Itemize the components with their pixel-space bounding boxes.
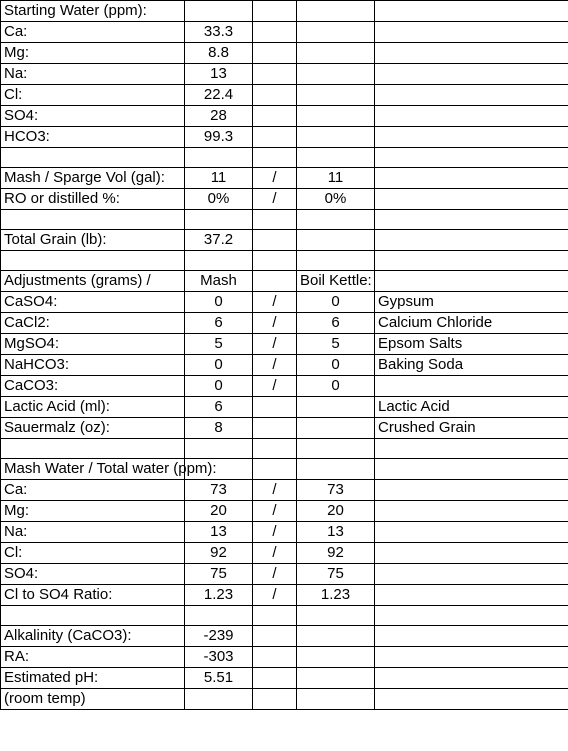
cell-mash[interactable]: 20 bbox=[185, 501, 253, 522]
cell-mash[interactable]: 0% bbox=[185, 189, 253, 210]
cell-separator[interactable]: / bbox=[253, 376, 297, 397]
cell-note[interactable] bbox=[375, 543, 568, 564]
cell-kettle[interactable]: 20 bbox=[297, 501, 375, 522]
table-row bbox=[1, 564, 568, 585]
cell-label[interactable]: HCO3: bbox=[1, 127, 185, 148]
cell-mash[interactable]: 6 bbox=[185, 397, 253, 418]
table-row bbox=[1, 292, 568, 313]
cell-kettle[interactable]: Boil Kettle: bbox=[297, 271, 375, 292]
cell-separator[interactable]: / bbox=[253, 168, 297, 189]
cell-label[interactable]: CaCl2: bbox=[1, 313, 185, 334]
cell-label[interactable] bbox=[1, 148, 185, 168]
cell-kettle[interactable]: 73 bbox=[297, 480, 375, 501]
cell-separator[interactable] bbox=[253, 271, 297, 292]
table-row bbox=[1, 148, 568, 168]
cell-mash[interactable]: 8 bbox=[185, 418, 253, 439]
cell-kettle[interactable] bbox=[297, 626, 375, 647]
cell-label[interactable] bbox=[1, 439, 185, 459]
cell-kettle[interactable] bbox=[297, 397, 375, 418]
cell-note[interactable] bbox=[375, 585, 568, 606]
cell-note[interactable] bbox=[375, 106, 568, 127]
cell-label[interactable]: RO or distilled %: bbox=[1, 189, 185, 210]
cell-separator[interactable]: / bbox=[253, 189, 297, 210]
cell-note[interactable] bbox=[375, 1, 568, 22]
cell-label[interactable]: Ca: bbox=[1, 480, 185, 501]
cell-separator[interactable] bbox=[253, 418, 297, 439]
cell-separator[interactable]: / bbox=[253, 585, 297, 606]
cell-separator[interactable]: / bbox=[253, 501, 297, 522]
table-row bbox=[1, 251, 568, 271]
cell-label[interactable]: Mash / Sparge Vol (gal): bbox=[1, 168, 185, 189]
cell-separator[interactable] bbox=[253, 251, 297, 271]
cell-note[interactable] bbox=[375, 668, 568, 689]
table-row bbox=[1, 22, 568, 43]
cell-note[interactable] bbox=[375, 271, 568, 292]
cell-label[interactable]: (room temp) bbox=[1, 689, 185, 710]
cell-kettle[interactable] bbox=[297, 689, 375, 710]
cell-mash[interactable] bbox=[185, 606, 253, 626]
cell-note[interactable] bbox=[375, 439, 568, 459]
table-row bbox=[1, 585, 568, 606]
table-row bbox=[1, 106, 568, 127]
cell-kettle[interactable] bbox=[297, 230, 375, 251]
cell-mash[interactable]: 11 bbox=[185, 168, 253, 189]
cell-note[interactable] bbox=[375, 251, 568, 271]
cell-separator[interactable] bbox=[253, 689, 297, 710]
cell-separator[interactable] bbox=[253, 397, 297, 418]
cell-kettle[interactable]: 1.23 bbox=[297, 585, 375, 606]
cell-kettle[interactable]: 0 bbox=[297, 292, 375, 313]
table-row bbox=[1, 85, 568, 106]
table-row bbox=[1, 606, 568, 626]
cell-note[interactable]: Crushed Grain bbox=[375, 418, 568, 439]
table-row bbox=[1, 501, 568, 522]
cell-label[interactable] bbox=[1, 606, 185, 626]
cell-label[interactable] bbox=[1, 210, 185, 230]
cell-label[interactable]: Total Grain (lb): bbox=[1, 230, 185, 251]
cell-note[interactable]: Epsom Salts bbox=[375, 334, 568, 355]
cell-kettle[interactable] bbox=[297, 43, 375, 64]
cell-kettle[interactable]: 0% bbox=[297, 189, 375, 210]
table-row bbox=[1, 418, 568, 439]
cell-note[interactable] bbox=[375, 501, 568, 522]
cell-kettle[interactable] bbox=[297, 668, 375, 689]
cell-label[interactable]: MgSO4: bbox=[1, 334, 185, 355]
cell-mash[interactable]: 92 bbox=[185, 543, 253, 564]
table-row bbox=[1, 230, 568, 251]
cell-mash[interactable]: 0 bbox=[185, 376, 253, 397]
table-row bbox=[1, 543, 568, 564]
cell-separator[interactable] bbox=[253, 439, 297, 459]
cell-separator[interactable] bbox=[253, 106, 297, 127]
cell-note[interactable] bbox=[375, 230, 568, 251]
cell-kettle[interactable] bbox=[297, 106, 375, 127]
cell-kettle[interactable] bbox=[297, 606, 375, 626]
sheet-body bbox=[1, 1, 568, 710]
cell-separator[interactable] bbox=[253, 230, 297, 251]
cell-label[interactable]: Cl: bbox=[1, 543, 185, 564]
cell-note[interactable] bbox=[375, 564, 568, 585]
cell-kettle[interactable]: 92 bbox=[297, 543, 375, 564]
cell-note[interactable] bbox=[375, 43, 568, 64]
table-row bbox=[1, 647, 568, 668]
cell-mash[interactable]: 8.8 bbox=[185, 43, 253, 64]
cell-mash[interactable]: 33.3 bbox=[185, 22, 253, 43]
cell-label[interactable]: Mg: bbox=[1, 43, 185, 64]
table-row bbox=[1, 43, 568, 64]
cell-separator[interactable] bbox=[253, 64, 297, 85]
cell-separator[interactable] bbox=[253, 210, 297, 230]
cell-separator[interactable] bbox=[253, 647, 297, 668]
table-row bbox=[1, 210, 568, 230]
cell-mash[interactable]: 37.2 bbox=[185, 230, 253, 251]
cell-mash[interactable] bbox=[185, 210, 253, 230]
cell-mash[interactable]: 13 bbox=[185, 522, 253, 543]
cell-mash[interactable] bbox=[185, 1, 253, 22]
cell-kettle[interactable] bbox=[297, 210, 375, 230]
cell-separator[interactable] bbox=[253, 127, 297, 148]
cell-mash[interactable]: 22.4 bbox=[185, 85, 253, 106]
cell-mash[interactable]: 1.23 bbox=[185, 585, 253, 606]
table-row bbox=[1, 480, 568, 501]
table-row bbox=[1, 355, 568, 376]
cell-label[interactable]: Na: bbox=[1, 64, 185, 85]
cell-mash[interactable]: 13 bbox=[185, 64, 253, 85]
cell-note[interactable] bbox=[375, 64, 568, 85]
cell-label[interactable]: Adjustments (grams) / bbox=[1, 271, 185, 292]
table-row bbox=[1, 1, 568, 22]
cell-label[interactable]: Sauermalz (oz): bbox=[1, 418, 185, 439]
cell-kettle[interactable] bbox=[297, 148, 375, 168]
table-row bbox=[1, 376, 568, 397]
cell-separator[interactable] bbox=[253, 626, 297, 647]
cell-mash[interactable] bbox=[185, 439, 253, 459]
cell-separator[interactable] bbox=[253, 459, 297, 480]
cell-kettle[interactable]: 11 bbox=[297, 168, 375, 189]
cell-kettle[interactable]: 5 bbox=[297, 334, 375, 355]
cell-note[interactable] bbox=[375, 376, 568, 397]
cell-label[interactable]: Cl to SO4 Ratio: bbox=[1, 585, 185, 606]
cell-kettle[interactable] bbox=[297, 459, 375, 480]
cell-kettle[interactable] bbox=[297, 251, 375, 271]
cell-label[interactable]: Cl: bbox=[1, 85, 185, 106]
cell-label[interactable]: Mg: bbox=[1, 501, 185, 522]
cell-kettle[interactable] bbox=[297, 85, 375, 106]
cell-separator[interactable] bbox=[253, 606, 297, 626]
cell-label[interactable]: SO4: bbox=[1, 106, 185, 127]
cell-label[interactable]: Mash Water / Total water (ppm): bbox=[1, 459, 185, 480]
table-row bbox=[1, 522, 568, 543]
cell-mash[interactable]: 28 bbox=[185, 106, 253, 127]
cell-mash[interactable]: -303 bbox=[185, 647, 253, 668]
cell-note[interactable]: Calcium Chloride bbox=[375, 313, 568, 334]
cell-note[interactable] bbox=[375, 522, 568, 543]
cell-label[interactable]: SO4: bbox=[1, 564, 185, 585]
cell-separator[interactable]: / bbox=[253, 522, 297, 543]
table-row bbox=[1, 439, 568, 459]
cell-kettle[interactable] bbox=[297, 1, 375, 22]
table-row bbox=[1, 668, 568, 689]
cell-mash[interactable] bbox=[185, 148, 253, 168]
cell-separator[interactable] bbox=[253, 668, 297, 689]
cell-mash[interactable]: 73 bbox=[185, 480, 253, 501]
cell-label[interactable]: Na: bbox=[1, 522, 185, 543]
cell-separator[interactable]: / bbox=[253, 480, 297, 501]
cell-mash[interactable]: 0 bbox=[185, 355, 253, 376]
cell-kettle[interactable] bbox=[297, 64, 375, 85]
cell-label[interactable]: NaHCO3: bbox=[1, 355, 185, 376]
cell-separator[interactable]: / bbox=[253, 313, 297, 334]
table-row bbox=[1, 334, 568, 355]
cell-label[interactable]: Starting Water (ppm): bbox=[1, 1, 185, 22]
cell-note[interactable] bbox=[375, 626, 568, 647]
cell-label[interactable]: Estimated pH: bbox=[1, 668, 185, 689]
cell-kettle[interactable]: 13 bbox=[297, 522, 375, 543]
cell-label[interactable]: Lactic Acid (ml): bbox=[1, 397, 185, 418]
cell-mash[interactable]: -239 bbox=[185, 626, 253, 647]
cell-kettle[interactable] bbox=[297, 127, 375, 148]
cell-kettle[interactable]: 75 bbox=[297, 564, 375, 585]
cell-kettle[interactable] bbox=[297, 418, 375, 439]
cell-mash[interactable] bbox=[185, 251, 253, 271]
cell-label[interactable]: RA: bbox=[1, 647, 185, 668]
cell-note[interactable] bbox=[375, 647, 568, 668]
cell-note[interactable]: Baking Soda bbox=[375, 355, 568, 376]
cell-kettle[interactable] bbox=[297, 647, 375, 668]
cell-note[interactable] bbox=[375, 85, 568, 106]
cell-separator[interactable]: / bbox=[253, 355, 297, 376]
cell-kettle[interactable]: 6 bbox=[297, 313, 375, 334]
cell-separator[interactable]: / bbox=[253, 543, 297, 564]
cell-separator[interactable] bbox=[253, 22, 297, 43]
cell-note[interactable] bbox=[375, 148, 568, 168]
table-row bbox=[1, 64, 568, 85]
cell-label[interactable]: CaCO3: bbox=[1, 376, 185, 397]
table-row bbox=[1, 689, 568, 710]
cell-mash[interactable]: 5.51 bbox=[185, 668, 253, 689]
cell-separator[interactable] bbox=[253, 1, 297, 22]
cell-mash[interactable]: Mash bbox=[185, 271, 253, 292]
cell-mash[interactable] bbox=[185, 689, 253, 710]
cell-mash[interactable]: 75 bbox=[185, 564, 253, 585]
table-row bbox=[1, 168, 568, 189]
cell-separator[interactable] bbox=[253, 148, 297, 168]
cell-note[interactable] bbox=[375, 606, 568, 626]
table-row bbox=[1, 397, 568, 418]
cell-note[interactable]: Gypsum bbox=[375, 292, 568, 313]
cell-separator[interactable]: / bbox=[253, 564, 297, 585]
table-row bbox=[1, 626, 568, 647]
cell-label[interactable]: Alkalinity (CaCO3): bbox=[1, 626, 185, 647]
cell-kettle[interactable]: 0 bbox=[297, 376, 375, 397]
cell-note[interactable] bbox=[375, 127, 568, 148]
table-row bbox=[1, 189, 568, 210]
cell-label[interactable] bbox=[1, 251, 185, 271]
cell-mash[interactable]: 6 bbox=[185, 313, 253, 334]
cell-note[interactable] bbox=[375, 168, 568, 189]
cell-kettle[interactable] bbox=[297, 22, 375, 43]
cell-note[interactable] bbox=[375, 689, 568, 710]
cell-mash[interactable]: 99.3 bbox=[185, 127, 253, 148]
cell-mash[interactable]: 0 bbox=[185, 292, 253, 313]
table-row bbox=[1, 271, 568, 292]
cell-kettle[interactable] bbox=[297, 439, 375, 459]
cell-note[interactable] bbox=[375, 189, 568, 210]
cell-separator[interactable]: / bbox=[253, 292, 297, 313]
cell-note[interactable] bbox=[375, 210, 568, 230]
cell-separator[interactable]: / bbox=[253, 334, 297, 355]
cell-mash[interactable]: 5 bbox=[185, 334, 253, 355]
table-row bbox=[1, 127, 568, 148]
table-row bbox=[1, 459, 568, 480]
cell-kettle[interactable]: 0 bbox=[297, 355, 375, 376]
cell-note[interactable] bbox=[375, 22, 568, 43]
cell-note[interactable] bbox=[375, 480, 568, 501]
cell-note[interactable]: Lactic Acid bbox=[375, 397, 568, 418]
cell-separator[interactable] bbox=[253, 43, 297, 64]
cell-separator[interactable] bbox=[253, 85, 297, 106]
table-row bbox=[1, 313, 568, 334]
cell-label[interactable]: Ca: bbox=[1, 22, 185, 43]
cell-label[interactable]: CaSO4: bbox=[1, 292, 185, 313]
cell-note[interactable] bbox=[375, 459, 568, 480]
